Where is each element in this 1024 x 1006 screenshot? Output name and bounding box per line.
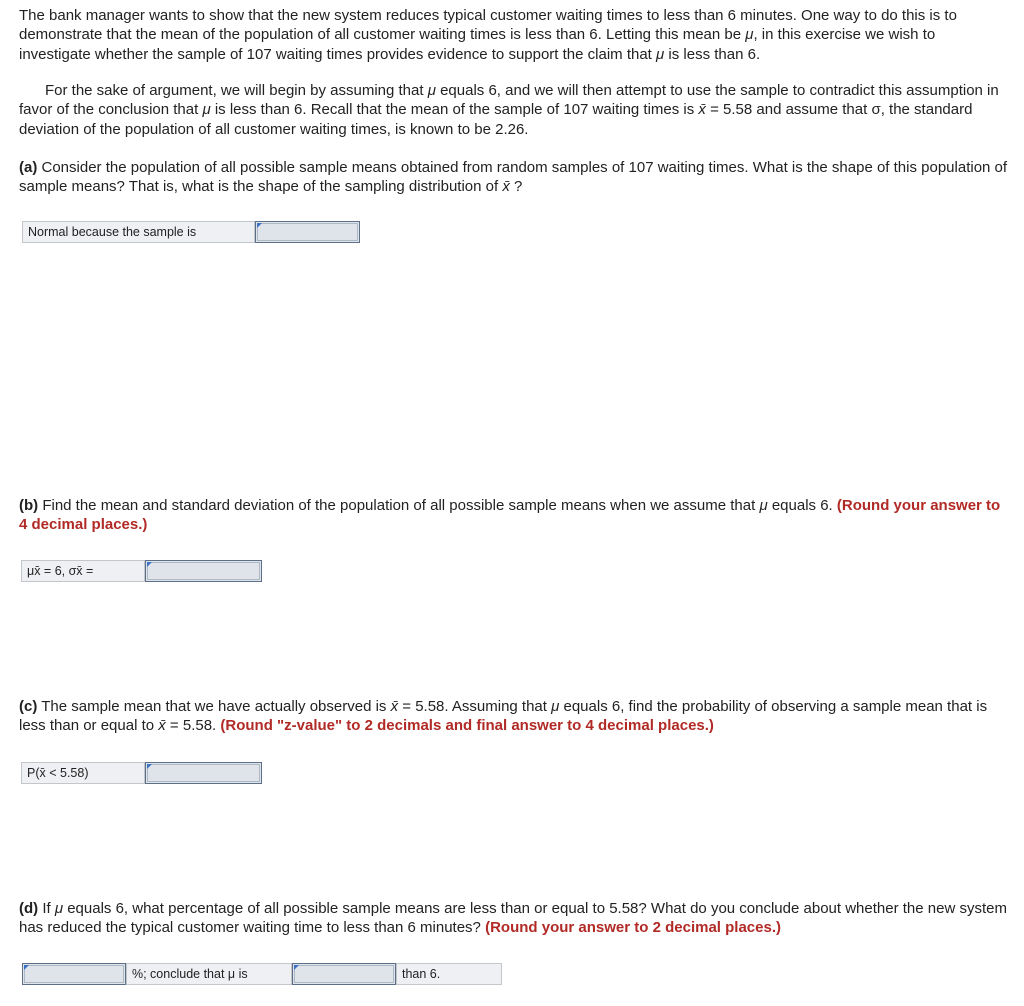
text-run: ? — [509, 178, 523, 196]
intro-paragraph-1 — [19, 6, 1009, 64]
part-a-label: (a) — [19, 159, 38, 176]
text-run: equals 6, find the probability of observing a sample mean that is less than or equal to — [19, 698, 988, 735]
part-b-answer-row — [21, 560, 262, 582]
text-run: Consider the population of all possible sample means obtained from random samples of 107 waiting times. What is the shape of this population of sample means? That is, what is the shape of the sampling distribution of — [19, 159, 1008, 196]
part-d-question — [19, 899, 1009, 938]
math-symbol: μ — [427, 82, 436, 99]
part-c-answer-input[interactable] — [145, 762, 262, 784]
math-symbol: μ — [202, 101, 211, 119]
math-symbol: x̄ — [502, 178, 510, 196]
text-run: Find the mean and standard deviation of the population of all possible sample means when we assume that — [38, 497, 760, 514]
part-a-answer-label: Normal because the sample is — [22, 221, 255, 243]
text-run: = 5.58. Assuming that — [398, 698, 552, 715]
text-run: , in this exercise we wish to investigate whether the sample of 107 waiting times provides evidence to support the claim that — [19, 26, 936, 63]
text-run: For the sake of argument, we will begin by assuming that — [45, 82, 428, 99]
part-d-answer-row — [22, 963, 502, 985]
part-d-conclusion-input[interactable] — [292, 963, 396, 985]
intro-paragraph-2 — [19, 81, 1009, 139]
part-d-rounding-note: (Round your answer to 2 decimal places.) — [485, 919, 781, 937]
text-run: is less than 6. — [664, 45, 761, 63]
text-run: = 5.58. — [165, 717, 221, 735]
text-run: = 5.58 and assume that σ, the standard deviation of the population of all customer waiting times, is known to be 2.26. — [19, 101, 973, 138]
part-c-answer-label: P(x̄ < 5.58) — [21, 762, 145, 784]
part-c-label: (c) — [19, 698, 38, 715]
text-run: equals 6, and we will then attempt to use the sample to contradict this assumption in favor of the conclusion that — [19, 82, 999, 119]
part-d-percentage-input[interactable] — [22, 963, 126, 985]
text-run: The sample mean that we have actually observed is — [37, 698, 391, 715]
math-symbol: x̄ — [390, 698, 399, 715]
part-d-end-label: than 6. — [396, 963, 502, 985]
part-a-text — [19, 159, 1007, 195]
part-c-answer-row — [21, 762, 262, 784]
text-run: The bank manager wants to show that the new system reduces typical customer waiting times to less than 6 minutes. One way to do this is to demonstrate that the mean of the population of all customer waiting times is less than 6. Letting this mean be — [19, 7, 957, 44]
text-run: equals 6. — [767, 497, 837, 514]
part-b-answer-label: μx̄ = 6, σx̄ = — [21, 560, 145, 582]
text-run: equals 6, what percentage of all possible sample means are less than or equal to 5.58? What do you conclude about whether the new system has reduced the typical customer waiting time to less than 6 minutes? — [19, 900, 1007, 937]
part-c-question — [19, 697, 1009, 736]
part-a-answer-input[interactable] — [255, 221, 360, 243]
math-symbol: μ — [745, 26, 754, 44]
text-run: is less than 6. Recall that the mean of the sample of 107 waiting times is — [210, 101, 699, 119]
part-d-label: (d) — [19, 900, 39, 917]
part-c-rounding-note: (Round "z-value" to 2 decimals and final answer to 4 decimal places.) — [220, 717, 714, 735]
math-symbol: μ — [551, 698, 560, 715]
text-run: If — [38, 900, 55, 917]
part-b-text — [38, 497, 837, 514]
math-symbol: μ — [54, 900, 64, 917]
part-b-question — [19, 496, 1009, 535]
math-symbol: x̄ — [698, 101, 706, 119]
part-b-label: (b) — [19, 497, 39, 514]
part-b-answer-input[interactable] — [145, 560, 262, 582]
part-a-answer-row — [22, 221, 360, 243]
math-symbol: μ — [759, 497, 768, 514]
part-b-rounding-note: (Round your answer to 4 decimal places.) — [19, 497, 1001, 534]
math-symbol: μ — [656, 45, 665, 63]
part-d-middle-label: %; conclude that μ is — [126, 963, 292, 985]
math-symbol: x̄ — [158, 717, 166, 735]
part-a-question — [19, 158, 1009, 197]
